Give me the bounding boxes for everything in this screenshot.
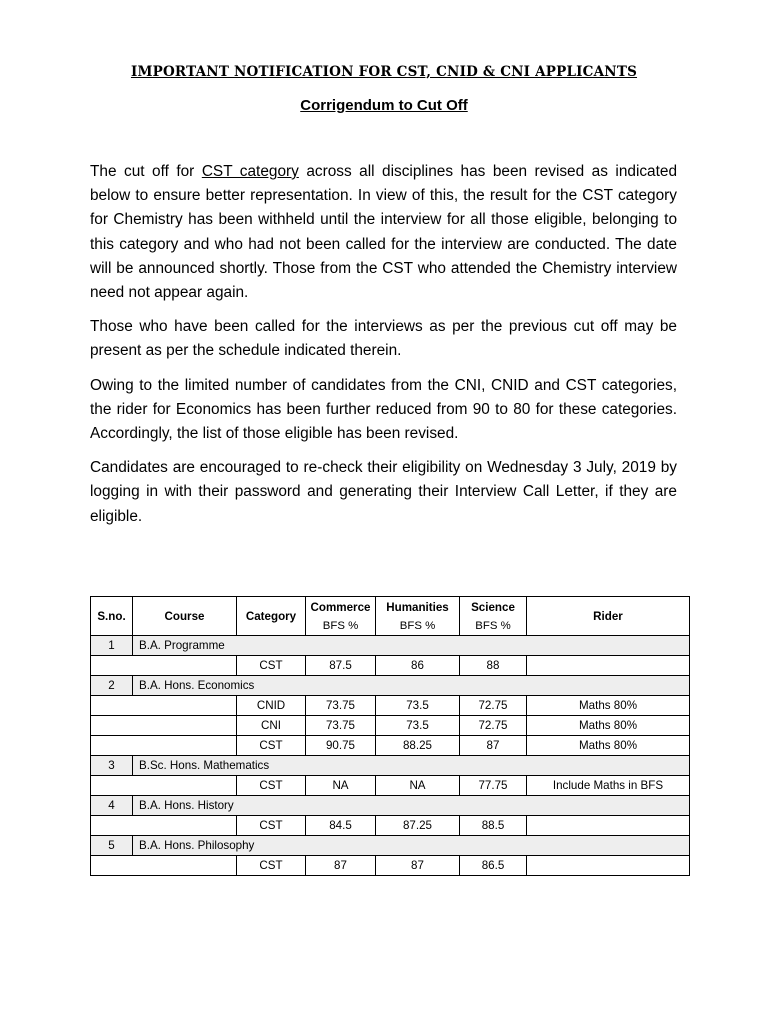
cell-commerce: 87.5 [306, 656, 376, 676]
cell-rider [527, 656, 690, 676]
cell-category: CST [237, 856, 306, 876]
table-row [91, 696, 690, 716]
cell-science: 86.5 [460, 856, 527, 876]
blank-cell [91, 816, 237, 836]
cell-science: 88 [460, 656, 527, 676]
cell-science: 88.5 [460, 816, 527, 836]
course-name: B.A. Hons. Economics [133, 676, 690, 696]
blank-cell [91, 696, 237, 716]
cell-humanities: 87 [376, 856, 460, 876]
cell-science: 72.75 [460, 696, 527, 716]
course-row [91, 676, 690, 696]
cell-category: CST [237, 776, 306, 796]
cell-science: 77.75 [460, 776, 527, 796]
paragraph-1-start: The cut off for [90, 163, 202, 180]
blank-cell [91, 856, 237, 876]
header-humanities: Humanities BFS % [376, 597, 460, 636]
header-rider: Rider [527, 597, 690, 636]
table-row [91, 776, 690, 796]
paragraph-3: Owing to the limited number of candidates from the CNI, CNID and CST categories, the rider for Economics has been further reduced from 90 to 80 for these categories. Accordingly, the list of those eligible has been revised. [90, 376, 677, 443]
cell-rider: Maths 80% [527, 736, 690, 756]
cell-science: 87 [460, 736, 527, 756]
notice-title: IMPORTANT NOTIFICATION FOR CST, CNID & CNI APPLICANTS [130, 64, 638, 80]
cell-humanities: NA [376, 776, 460, 796]
cell-commerce: 90.75 [306, 736, 376, 756]
table-row [91, 716, 690, 736]
cell-commerce: 84.5 [306, 816, 376, 836]
cell-category: CNI [237, 716, 306, 736]
paragraph-1-rest: across all disciplines has been revised as indicated below to ensure better representation. In view of this, the result for the CST category for Chemistry has been withheld until the interview for all those eligible, belonging to this category and who had not been called for the interview are conducted. The date will be announced shortly. Those from the CST who attended the Chemistry interview need not appear again. [90, 163, 678, 302]
table-row [91, 856, 690, 876]
course-name: B.A. Programme [133, 636, 690, 656]
table-row [91, 816, 690, 836]
header-category: Category [237, 597, 306, 636]
header-commerce: Commerce BFS % [306, 597, 376, 636]
blank-cell [91, 736, 237, 756]
header-commerce-bfs: BFS % [322, 619, 359, 632]
header-science-bfs: BFS % [475, 619, 511, 632]
course-row [91, 636, 690, 656]
header-humanities-bfs: BFS % [399, 619, 436, 632]
cell-humanities: 73.5 [376, 696, 460, 716]
cell-science: 72.75 [460, 716, 527, 736]
course-sno: 2 [91, 676, 133, 696]
paragraph-2: Those who have been called for the interviews as per the previous cut off may be present as per the schedule indicated therein. [90, 318, 677, 360]
cell-category: CST [237, 816, 306, 836]
cell-rider [527, 816, 690, 836]
course-sno: 3 [91, 756, 133, 776]
course-name: B.Sc. Hons. Mathematics [133, 756, 690, 776]
cell-category: CST [237, 656, 306, 676]
course-row [91, 796, 690, 816]
course-name: B.A. Hons. Philosophy [133, 836, 690, 856]
cell-commerce: NA [306, 776, 376, 796]
header-science: Science BFS % [460, 597, 527, 636]
course-name: B.A. Hons. History [133, 796, 690, 816]
cst-category-underline: CST category [201, 163, 299, 180]
cell-rider: Maths 80% [527, 696, 690, 716]
cell-humanities: 87.25 [376, 816, 460, 836]
paragraph-1 [90, 160, 677, 305]
cutoff-table [90, 596, 690, 876]
cell-rider [527, 856, 690, 876]
cell-humanities: 86 [376, 656, 460, 676]
course-row [91, 836, 690, 856]
cell-rider: Maths 80% [527, 716, 690, 736]
cell-category: CNID [237, 696, 306, 716]
course-sno: 4 [91, 796, 133, 816]
cell-category: CST [237, 736, 306, 756]
notice-subtitle: Corrigendum to Cut Off [300, 97, 468, 114]
header-sno: S.no. [91, 597, 133, 636]
table-row [91, 736, 690, 756]
blank-cell [91, 656, 237, 676]
cell-commerce: 87 [306, 856, 376, 876]
header-course: Course [133, 597, 237, 636]
blank-cell [91, 776, 237, 796]
table-body [91, 636, 690, 876]
course-row [91, 756, 690, 776]
cell-humanities: 88.25 [376, 736, 460, 756]
course-sno: 1 [91, 636, 133, 656]
cell-commerce: 73.75 [306, 696, 376, 716]
blank-cell [91, 716, 237, 736]
notice-body [90, 160, 677, 539]
cell-commerce: 73.75 [306, 716, 376, 736]
paragraph-4: Candidates are encouraged to re-check their eligibility on Wednesday 3 July, 2019 by logging in with their password and generating their Interview Call Letter, if they are eligible. [90, 459, 677, 525]
cell-rider: Include Maths in BFS [527, 776, 690, 796]
course-sno: 5 [91, 836, 133, 856]
cell-humanities: 73.5 [376, 716, 460, 736]
table-header-row [91, 597, 690, 636]
table-row [91, 656, 690, 676]
